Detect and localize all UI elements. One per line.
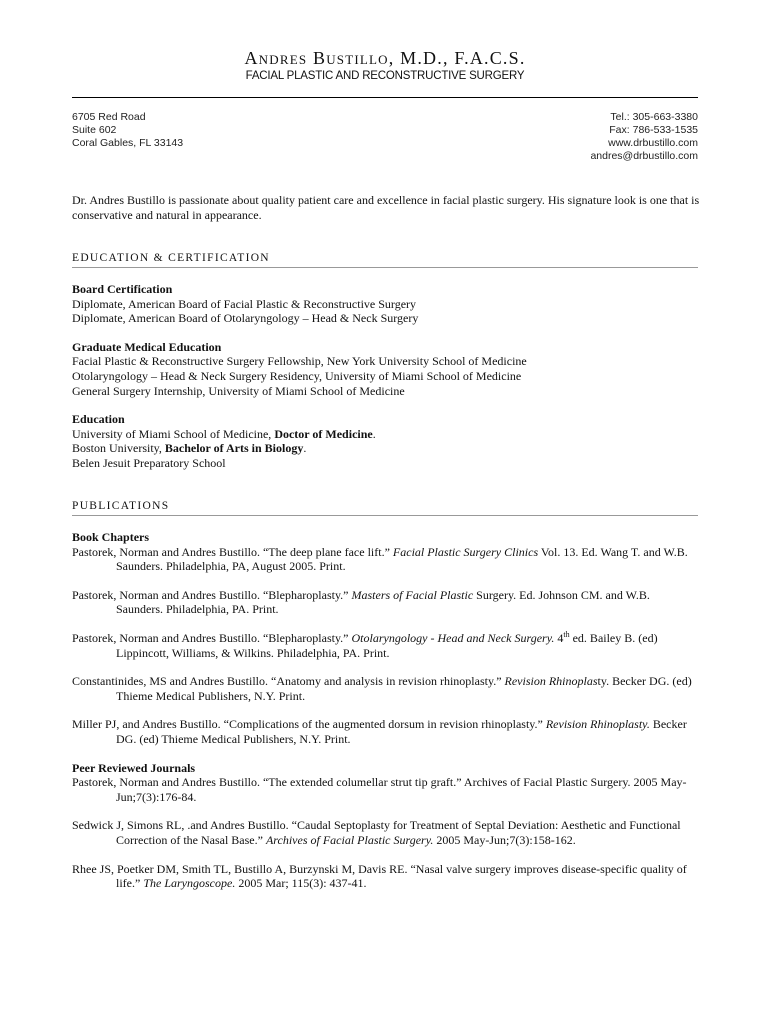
- graduate-heading: Graduate Medical Education: [72, 339, 222, 354]
- board-heading: Board Certification: [72, 282, 173, 296]
- journal-article-3: Rhee JS, Poetker DM, Smith TL, Bustillo A, Burzynski M, Davis RE. “Nasal valve surgery improves disease-specific quality of life.” The Laryngoscope. 2005 Mar; 115(3): 437-41.: [72, 861, 687, 891]
- contact-tel: Tel.: 305-663-3380: [610, 111, 698, 123]
- graduate-item-1: Facial Plastic & Reconstructive Surgery Fellowship, New York University School of Medicine: [72, 354, 527, 369]
- graduate-item-3: General Surgery Internship, University of Miami School of Medicine: [72, 383, 405, 398]
- journals-heading: Peer Reviewed Journals: [72, 760, 196, 775]
- office-address: [72, 111, 183, 150]
- education-block: [72, 282, 698, 471]
- address-line-3: Coral Gables, FL 33143: [72, 137, 184, 149]
- name-last: Bustillo: [312, 48, 389, 68]
- journal-article-2: Sedwick J, Simons RL, .and Andres Bustillo. “Caudal Septoplasty for Treatment of Septal Deviation: Aesthetic and Functional Correction of the Nasal Base.” Archives of Facial Plastic Surgery. 2005 May-Jun;7(3):158-162.: [72, 818, 681, 847]
- book-chapter-4: Constantinides, MS and Andres Bustillo. “Anatomy and analysis in revision rhinoplasty.” Revision Rhinoplasty. Becker DG. (ed) Thieme Medical Publishers, N.Y. Print.: [72, 674, 692, 703]
- education-item-miami: University of Miami School of Medicine, Doctor of Medicine.: [72, 426, 376, 441]
- book-chapter-3: Pastorek, Norman and Andres Bustillo. “Blepharoplasty.” Otolaryngology - Head and Neck Surgery. 4th ed. Bailey B. (ed) Lippincott, Williams, & Wilkins. Philadelphia, PA. Print.: [72, 629, 658, 660]
- education-section-divider: [72, 267, 698, 268]
- header-divider: [72, 97, 698, 98]
- education-section-title: EDUCATION & CERTIFICATION: [72, 252, 270, 264]
- book-chapters-heading: Book Chapters: [72, 530, 150, 544]
- publications-block: [72, 530, 698, 891]
- graduate-item-2: Otolaryngology – Head & Neck Surgery Residency, University of Miami School of Medicine: [72, 368, 522, 383]
- name-first: Andres: [244, 48, 308, 68]
- intro-paragraph: Dr. Andres Bustillo is passionate about quality patient care and excellence in facial plastic surgery. His signature look is one that is conservative and natural in appearance.: [72, 193, 700, 222]
- book-chapter-1: Pastorek, Norman and Andres Bustillo. “The deep plane face lift.” Facial Plastic Surgery Clinics Vol. 13. Ed. Wang T. and W.B. Saunders. Philadelphia, PA, August 2005. Print.: [72, 544, 688, 574]
- publications-section-title: PUBLICATIONS: [72, 500, 170, 512]
- doctor-name: [0, 48, 770, 69]
- book-chapter-2: Pastorek, Norman and Andres Bustillo. “Blepharoplasty.” Masters of Facial Plastic Surgery. Ed. Johnson CM. and W.B. Saunders. Philadelphia, PA. Print.: [72, 587, 650, 617]
- education-item-belen: Belen Jesuit Preparatory School: [72, 455, 226, 470]
- board-item-2: Diplomate, American Board of Otolaryngology – Head & Neck Surgery: [72, 311, 419, 326]
- contact-website[interactable]: www.drbustillo.com: [608, 137, 698, 149]
- contact-fax: Fax: 786-533-1535: [609, 124, 698, 136]
- board-item-1: Diplomate, American Board of Facial Plastic & Reconstructive Surgery: [72, 296, 417, 311]
- education-item-boston: Boston University, Bachelor of Arts in Biology.: [72, 441, 307, 456]
- publications-section-divider: [72, 515, 698, 516]
- journal-article-1: Pastorek, Norman and Andres Bustillo. “The extended columellar strut tip graft.” Archives of Facial Plastic Surgery. 2005 May-Jun;7(3):176-84.: [72, 775, 687, 804]
- specialty-subtitle: FACIAL PLASTIC AND RECONSTRUCTIVE SURGERY: [245, 70, 525, 82]
- address-line-2: Suite 602: [72, 124, 117, 136]
- contact-email[interactable]: andres@drbustillo.com: [590, 150, 698, 162]
- education-heading: Education: [72, 412, 125, 427]
- address-line-1: 6705 Red Road: [72, 111, 146, 123]
- contact-info: [590, 111, 698, 163]
- book-chapter-5: Miller PJ, and Andres Bustillo. “Complications of the augmented dorsum in revision rhinoplasty.” Revision Rhinoplasty. Becker DG. (ed) Thieme Medical Publishers, N.Y. Print.: [72, 717, 687, 746]
- name-credentials: , M.D., F.A.C.S.: [388, 48, 526, 68]
